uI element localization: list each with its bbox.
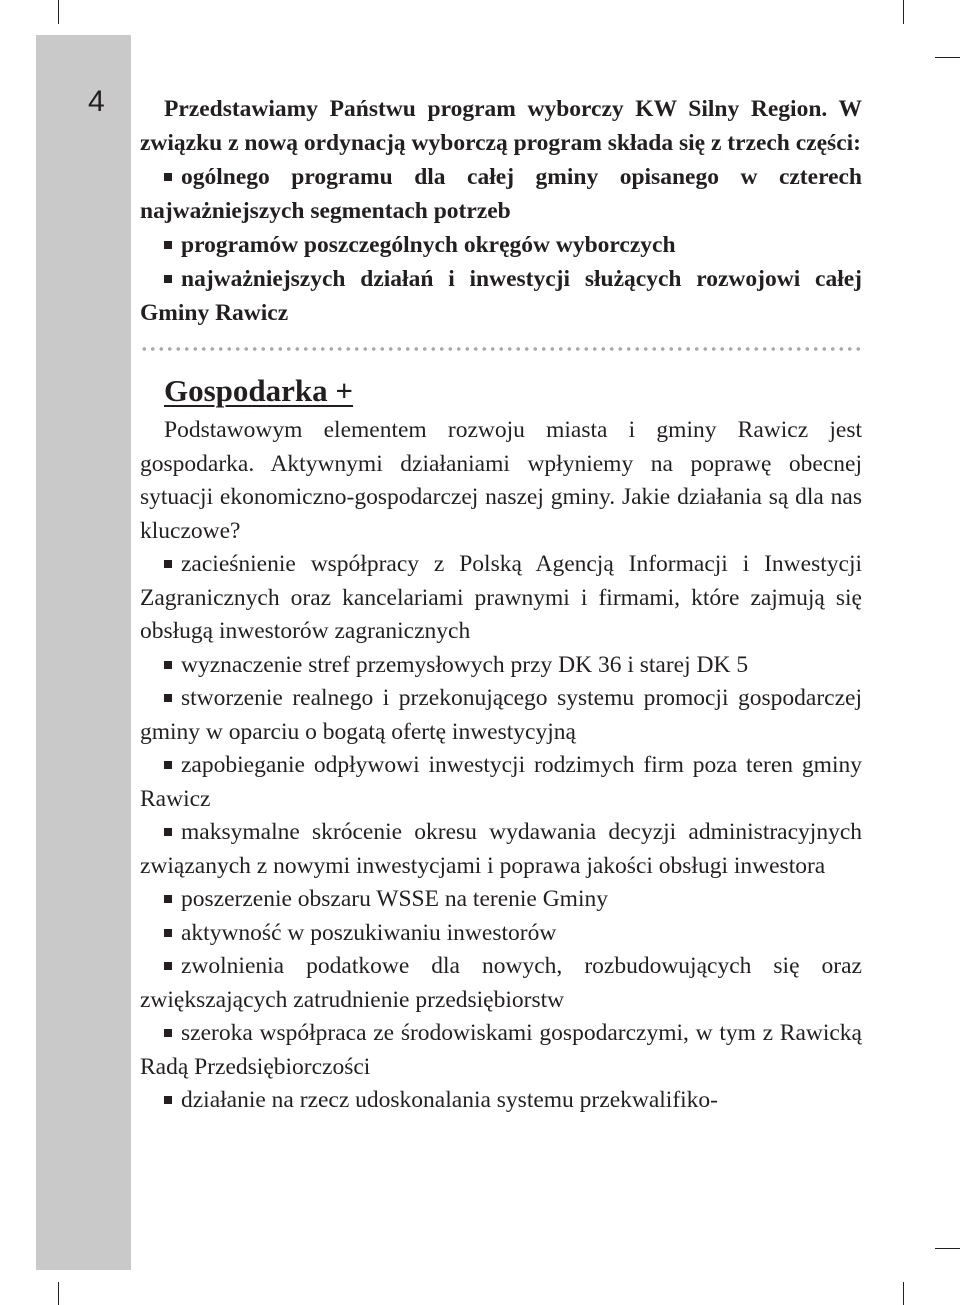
list-item-text: działanie na rzecz udoskonalania systemu przekwalifiko- <box>181 1087 719 1113</box>
list-item-text: poszerzenie obszaru WSSE na terenie Gminy <box>181 886 608 912</box>
section-list-item <box>140 749 862 816</box>
crop-mark <box>935 57 960 58</box>
bullet-icon <box>164 661 172 669</box>
list-item-text: zwolnienia podatkowe dla nowych, rozbudowujących się oraz zwiększających zatrudnienie przedsiębiorstw <box>140 953 862 1013</box>
section-list-item <box>140 917 862 951</box>
bullet-icon <box>164 828 172 836</box>
bullet-icon <box>164 1029 172 1037</box>
crop-mark <box>58 1282 59 1305</box>
dotted-divider <box>140 347 862 351</box>
section-body <box>140 414 862 1118</box>
bullet-icon <box>164 895 172 903</box>
intro-block <box>140 92 862 330</box>
section-heading: Gospodarka + <box>164 373 354 408</box>
section-paragraph: Podstawowym elementem rozwoju miasta i gminy Rawicz jest gospodarka. Aktywnymi działaniami wpłyniemy na poprawę obecnej sytuacji ekonomiczno-gospodarczej naszej gminy. Jakie działania są dla nas kluczowe? <box>140 417 862 544</box>
intro-list-item <box>140 228 862 262</box>
section-list-item <box>140 682 862 749</box>
crop-mark <box>903 0 904 24</box>
bullet-icon <box>164 560 172 568</box>
bullet-icon <box>164 761 172 769</box>
bullet-icon <box>164 694 172 702</box>
list-item-text: najważniejszych działań i inwestycji służących rozwojowi całej Gminy Rawicz <box>140 266 862 326</box>
section-list-item <box>140 816 862 883</box>
list-item-text: aktywność w poszukiwaniu inwestorów <box>181 919 557 946</box>
bullet-icon <box>164 241 172 249</box>
crop-mark <box>903 1282 904 1305</box>
bullet-icon <box>164 962 172 970</box>
list-item-text: szeroka współpraca ze środowiskami gospodarczymi, w tym z Rawicką Radą Przedsiębiorczości <box>140 1020 862 1080</box>
page-content <box>140 92 862 1118</box>
intro-list-item <box>140 160 862 228</box>
list-item-text: maksymalne skrócenie okresu wydawania decyzji administracyjnych związanych z nowymi inwestycjami i poprawa jakości obsługi inwestora <box>140 819 862 879</box>
list-item-text: stworzenie realnego i przekonującego systemu promocji gospodarczej gminy w oparciu o bogatą ofertę inwestycyjną <box>140 685 862 745</box>
page-number: 4 <box>88 85 105 118</box>
crop-mark <box>935 1248 960 1249</box>
crop-mark <box>58 0 59 24</box>
bullet-icon <box>164 929 172 937</box>
list-item-text: ogólnego programu dla całej gminy opisanego w czterech najważniejszych segmentach potrzeb <box>140 164 862 224</box>
intro-list-item <box>140 262 862 330</box>
list-item-text: zacieśnienie współpracy z Polską Agencją Informacji i Inwestycji Zagranicznych oraz kancelariami prawnymi i firmami, które zajmują się obsługą inwestorów zagranicznych <box>140 551 862 644</box>
page-sidebar <box>36 35 131 1270</box>
bullet-icon <box>164 275 172 283</box>
list-item-text: zapobieganie odpływowi inwestycji rodzimych firm poza teren gminy Rawicz <box>140 752 862 812</box>
section-list-item <box>140 950 862 1017</box>
intro-paragraph: Przedstawiamy Państwu program wyborczy KW Silny Region. W związku z nową ordynacją wyborczą program składa się z trzech części: <box>140 96 862 156</box>
section-list-item <box>140 883 862 917</box>
list-item-text: programów poszczególnych okręgów wyborczych <box>181 232 676 258</box>
list-item-text: wyznaczenie stref przemysłowych przy DK 36 i starej DK 5 <box>181 651 749 678</box>
section-list-item <box>140 649 862 683</box>
section-list-item <box>140 548 862 649</box>
bullet-icon <box>164 1096 172 1104</box>
section-list-item <box>140 1084 862 1118</box>
section-list-item <box>140 1017 862 1084</box>
bullet-icon <box>164 173 172 181</box>
